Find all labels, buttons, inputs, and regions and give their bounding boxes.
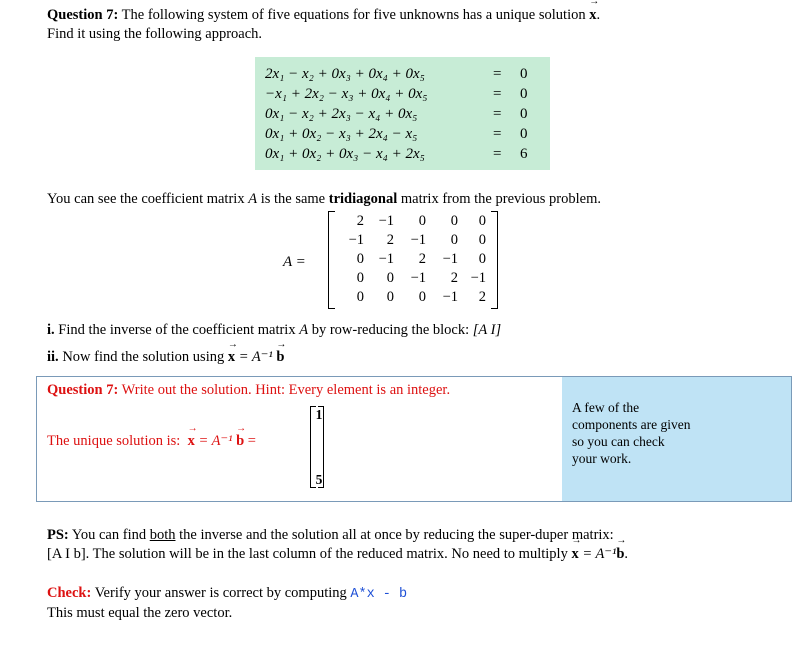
coefficient-matrix xyxy=(328,211,498,309)
step-ii: ii. Now find the solution using → x = A⁻¹ → b xyxy=(47,349,284,366)
left-bracket xyxy=(328,211,335,309)
matrix-description: You can see the coefficient matrix A is the same tridiagonal matrix from the previous problem. xyxy=(47,191,601,207)
equation-system xyxy=(255,57,550,170)
solution-component-1: 1 xyxy=(315,407,323,422)
hint-panel xyxy=(562,377,791,501)
unique-solution-label: The unique solution is: → x = A⁻¹ → b = xyxy=(47,433,256,450)
solution-component-5: 5 xyxy=(315,472,323,487)
hint-text: A few of the components are given so you can check your work. xyxy=(572,400,691,466)
question-header: Question 7: The following system of five equations for five unknowns has a unique solution → x. Find it using the following approach. xyxy=(47,6,787,44)
question-subtext: Find it using the following approach. xyxy=(47,26,263,42)
check-note: Check: Verify your answer is correct by computing A*x - b This must equal the zero vector. xyxy=(47,585,408,621)
answer-box xyxy=(36,376,792,502)
matrix-label: A = xyxy=(283,254,306,270)
equation-row: 2x₁ − x₂ + 0x₃ + 0x₄ + 0x₅ = 0 xyxy=(265,66,528,82)
matrix-row: 0 0 −1 2 −1 xyxy=(356,270,486,286)
solution-vector[interactable] xyxy=(310,406,324,488)
vector-x: → x xyxy=(589,6,596,25)
matrix-row: −1 2 −1 0 0 xyxy=(348,232,486,248)
right-bracket xyxy=(491,211,498,309)
question-label: Question 7: xyxy=(47,7,119,23)
ps-note: PS: You can find both the inverse and the solution all at once by reducing the super-duper matrix: [A I b]. The solution will be in the last column of the reduced matrix. No need to multiply → x = A⁻¹→ b. xyxy=(47,526,787,564)
equation-row: −x₁ + 2x₂ − x₃ + 0x₄ + 0x₅ = 0 xyxy=(265,86,528,102)
matrix-row: 0 0 0 −1 2 xyxy=(356,289,486,305)
matrix-row: 0 −1 2 −1 0 xyxy=(356,251,486,267)
matrix-row: 2 −1 0 0 0 xyxy=(356,213,486,229)
equation-row: 0x₁ − x₂ + 2x₃ − x₄ + 0x₅ = 0 xyxy=(265,106,528,122)
answer-question: Question 7: Write out the solution. Hint: Every element is an integer. xyxy=(47,382,451,398)
check-code: A*x - b xyxy=(350,587,408,602)
equation-row: 0x₁ + 0x₂ − x₃ + 2x₄ − x₅ = 0 xyxy=(265,126,528,142)
question-text: The following system of five equations for five unknowns has a unique solution xyxy=(121,7,586,23)
equation-row: 0x₁ + 0x₂ + 0x₃ − x₄ + 2x₅ = 6 xyxy=(265,146,528,162)
answer-panel xyxy=(37,377,561,501)
step-i: i. Find the inverse of the coefficient matrix A by row-reducing the block: [A I] xyxy=(47,322,502,338)
